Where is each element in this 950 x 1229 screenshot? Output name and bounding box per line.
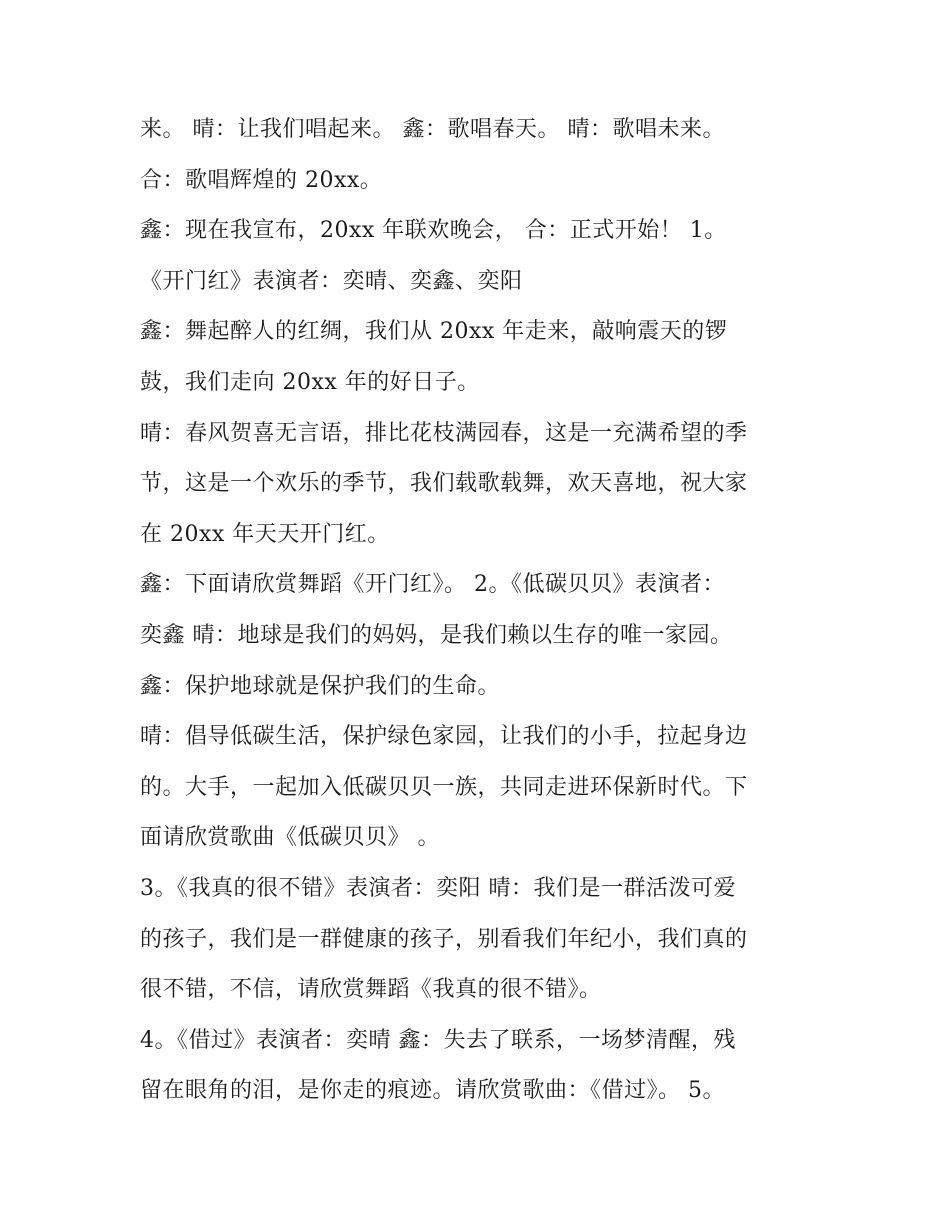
text-line: 合：歌唱辉煌的 20xx。 [140, 167, 383, 193]
text-line: 面请欣赏歌曲《低碳贝贝》 。 [140, 825, 440, 851]
text-line: 很不错，不信，请欣赏舞蹈《我真的很不错》。 [140, 977, 602, 1003]
text-line: 留在眼角的泪，是你走的痕迹。请欣赏歌曲：《借过》。 5。 [140, 1078, 725, 1104]
document-body [140, 105, 830, 1117]
text-line: 4。《借过》表演者：奕晴 鑫：失去了联系，一场梦清醒，残 [140, 1027, 736, 1053]
text-line: 鑫：保护地球就是保护我们的生命。 [140, 673, 501, 699]
text-line: 来。 晴：让我们唱起来。 鑫：歌唱春天。 晴：歌唱未来。 [140, 117, 725, 142]
text-line: 奕鑫 晴：地球是我们的妈妈，是我们赖以生存的唯一家园。 [140, 622, 733, 648]
text-line: 的孩子，我们是一群健康的孩子，别看我们年纪小，我们真的 [140, 926, 748, 952]
text-line: 晴：倡导低碳生活，保护绿色家园，让我们的小手，拉起身边 [140, 724, 748, 750]
text-line: 鑫：下面请欣赏舞蹈《开门红》。 2。《低碳贝贝》表演者： [140, 572, 725, 598]
text-line: 鼓，我们走向 20xx 年的好日子。 [140, 369, 480, 395]
text-line: 《开门红》表演者：奕晴、奕鑫、奕阳 [140, 268, 523, 294]
text-line: 在 20xx 年天天开门红。 [140, 521, 390, 547]
text-line: 晴：春风贺喜无言语，排比花枝满园春，这是一充满希望的季 [140, 420, 748, 446]
text-line: 3。《我真的很不错》表演者：奕阳 晴：我们是一群活泼可爱 [140, 875, 736, 901]
text-line: 的。大手，一起加入低碳贝贝一族，共同走进环保新时代。下 [140, 774, 748, 800]
text-line: 鑫：舞起醉人的红绸，我们从 20xx 年走来，敲响震天的锣 [140, 319, 728, 345]
text-line: 鑫：现在我宣布，20xx 年联欢晚会， 合：正式开始！ 1。 [140, 218, 727, 244]
text-line: 节，这是一个欢乐的季节，我们载歌载舞，欢天喜地，祝大家 [140, 471, 748, 497]
